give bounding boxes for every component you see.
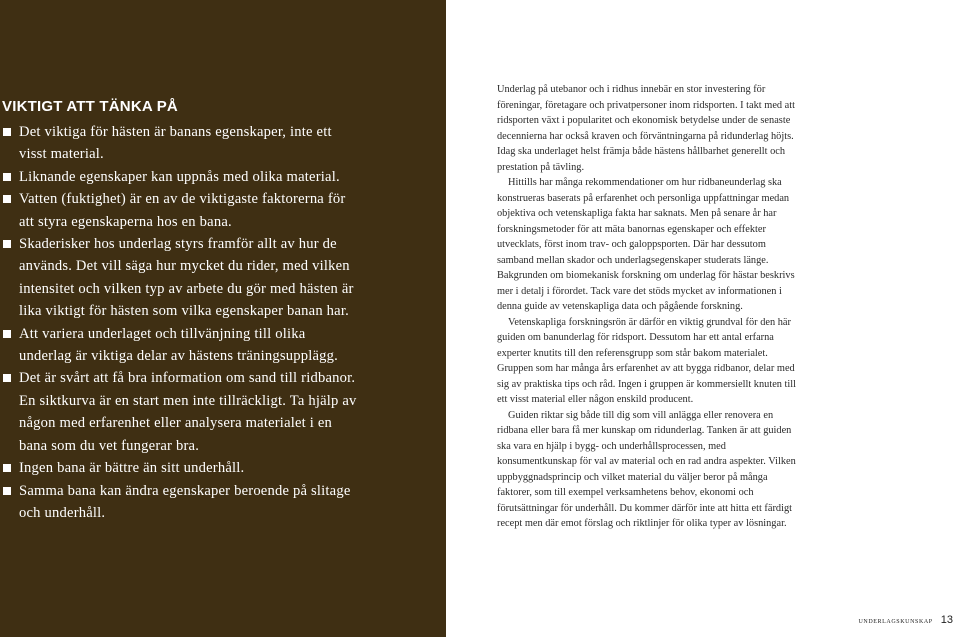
tip-item: Liknande egenskaper kan uppnås med olika material. (19, 166, 359, 188)
body-paragraph: Guiden riktar sig både till dig som vill anlägga eller renovera en ridbana eller bara få mer kunskap om ridunderlag. Tanken är att guiden ska vara en hjälp i bygg- och underhållsprocessen, med konsumentkunskap för val av material och en rad andra aspekter. Vilken uppbyggnadsprincip och vilket material du väljer beror på många faktorer, som till exempel verksamhetens behov, ekonomi och förutsättningar för underhåll. Du kommer därför inte att hitta ett färdigt recept men där emot förslag och riktlinjer för olika typer av lösningar. (497, 409, 796, 530)
tip-item: Samma bana kan ändra egenskaper beroende på slitage och underhåll. (19, 480, 359, 525)
body-paragraph: Vetenskapliga forskningsrön är därför en viktig grundval för den här guiden om banunderlag för ridsport. Dessutom har ett antal erfarna experter knutits till den referensgrupp som står bakom materialet. Gruppen som har många års erfarenhet av att bygga ridbanor, delar med sig av praktiska tips och råd. Ingen i gruppen är kommersiellt knuten till ett visst material eller någon enskild producent. (497, 316, 797, 406)
tips-panel (0, 0, 446, 637)
running-head: underlagskunskap (858, 615, 933, 625)
tips-list (19, 121, 359, 524)
tip-item: Skaderisker hos underlag styrs framför allt av hur de används. Det vill säga hur mycket du rider, med vilken intensitet och vilken typ av arbete du gör med hästen är lika viktigt för hästen som vilka egenskaper banan har. (19, 233, 359, 323)
tip-item: Det är svårt att få bra information om sand till ridbanor. En siktkurva är en start men inte tillräckligt. Ta hjälp av någon med erfarenhet eller analysera materialet i en bana som du vet fungerar bra. (19, 367, 359, 457)
page-footer (858, 610, 953, 628)
tip-item: Det viktiga för hästen är banans egenskaper, inte ett visst material. (19, 121, 359, 166)
tip-item: Vatten (fuktighet) är en av de viktigaste faktorerna för att styra egenskaperna hos en bana. (19, 188, 359, 233)
page-number: 13 (940, 614, 953, 626)
body-paragraph: Underlag på utebanor och i ridhus innebär en stor investering för föreningar, företagare och privatpersoner inom ridsporten. I takt med att ridsporten växt i popularitet och ekonomisk betydelse under de senaste decennierna har också kraven och förväntningarna på ridunderlag höjts. Idag ska underlaget helst främja både hästens hållbarhet generellt och prestation på tävling. (497, 84, 796, 173)
body-text-column (497, 82, 805, 532)
body-paragraph: Hittills har många rekommendationer om hur ridbaneunderlag ska konstrueras baserats på erfarenhet och personliga uppfattningar medan objektiva och vetenskapliga fakta har saknats. Men på senare år har forskningsmetoder för att mäta banornas egenskaper och effekter utvecklats, först inom trav- och galoppsporten. Där har dessutom samband mellan skador och underlagsegenskaper studerats länge. Bakgrunden om biomekanisk forskning om underlag för hästar beskrivs mer i detalj i förordet. Tack vare det stöds mycket av informationen i denna guide av vetenskapliga data och pågående forskning. (497, 177, 795, 313)
tips-title: VIKTIGT ATT TÄNKA PÅ (2, 98, 178, 115)
tip-item: Ingen bana är bättre än sitt underhåll. (19, 457, 359, 479)
tip-item: Att variera underlaget och tillvänjning till olika underlag är viktiga delar av hästens träningsupplägg. (19, 323, 359, 368)
